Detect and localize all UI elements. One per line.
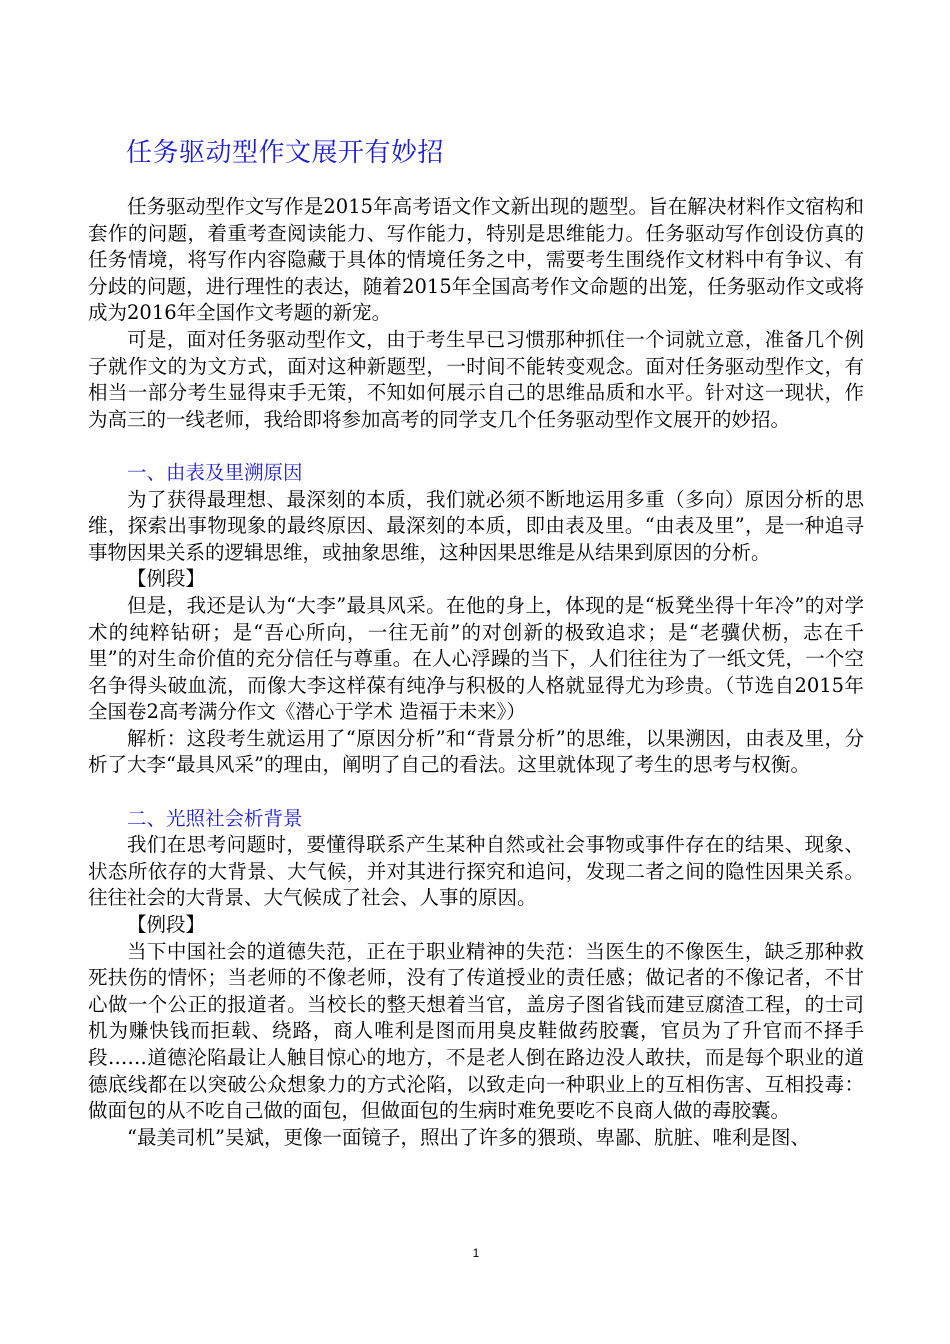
spacer (88, 779, 864, 806)
section-1-example-label: 【例段】 (127, 567, 206, 591)
section-2-heading: 二、光照社会析背景 (127, 806, 303, 830)
document-body (88, 194, 864, 1151)
section-2-text: 我们在思考问题时，要懂得联系产生某种自然或社会事物或事件存在的结果、现象、状态所依存的大背景、大气候，并对其进行探究和追问，发现二者之间的隐性因果关系。往往社会的大背景、大气候成了社会、人事的原因。 (88, 833, 864, 910)
spacer (88, 433, 864, 460)
intro-paragraph-1: 任务驱动型作文写作是2015年高考语文作文新出现的题型。旨在解决材料作文宿构和套作的问题，着重考查阅读能力、写作能力，特别是思维能力。任务驱动写作创设仿真的任务情境，将写作内容隐藏于具体的情境任务之中，需要考生围绕作文材料中有争议、有分歧的问题，进行理性的表达，随着2015年全国高考作文命题的出笼，任务驱动作文或将成为2016年全国作文考题的新宠。 (88, 195, 864, 325)
section-2-example-label: 【例段】 (127, 913, 206, 937)
section-1-analysis: 解析：这段考生就运用了“原因分析”和“背景分析”的思维，以果溯因，由表及里，分析了大李“最具风采”的理由，阐明了自己的看法。这里就体现了考生的思考与权衡。 (88, 726, 864, 777)
page-title: 任务驱动型作文展开有妙招 (126, 138, 445, 168)
section-2-continuation: “最美司机”吴斌，更像一面镜子，照出了许多的猥琐、卑鄙、肮脏、唯利是图、 (127, 1125, 810, 1149)
section-1-heading: 一、由表及里溯原因 (127, 460, 303, 484)
section-1-example: 但是，我还是认为“大李”最具风采。在他的身上，体现的是“板凳坐得十年冷”的对学术的纯粹钻研；是“吾心所向，一往无前”的对创新的极致追求；是“老骥伏枥，志在千里”的对生命价值的充分信任与尊重。在人心浮躁的当下，人们往往为了一纸文凭，一个空名争得头破血流，而像大李这样葆有纯净与积极的人格就显得尤为珍贵。（节选自2015年全国卷2高考满分作文《潜心于学术 造福于未来》） (88, 593, 864, 724)
document-page (88, 0, 864, 1344)
page-number: 1 (472, 1246, 480, 1260)
section-2-example: 当下中国社会的道德失范，正在于职业精神的失范：当医生的不像医生，缺乏那种救死扶伤的情怀；当老师的不像老师，没有了传道授业的责任感；做记者的不像记者，不甘心做一个公正的报道者。当校长的整天想着当官，盖房子图省钱而建豆腐渣工程，的士司机为赚快钱而拒载、绕路，商人唯利是图而用臭皮鞋做药胶囊，官员为了升官而不择手段……道德沦陷最让人触目惊心的地方，不是老人倒在路边没人敢扶，而是每个职业的道德底线都在以突破公众想象力的方式沦陷，以致走向一种职业上的互相伤害、互相投毒：做面包的从不吃自己做的面包，但做面包的生病时难免要吃不良商人做的毒胶囊。 (88, 939, 864, 1123)
intro-paragraph-2: 可是，面对任务驱动型作文，由于考生早已习惯那种抓住一个词就立意，准备几个例子就作文的为文方式，面对这种新题型，一时间不能转变观念。面对任务驱动型作文，有相当一部分考生显得束手无策，不知如何展示自己的思维品质和水平。针对这一现状，作为高三的一线老师，我给即将参加高考的同学支几个任务驱动型作文展开的妙招。 (88, 327, 864, 431)
section-1-text: 为了获得最理想、最深刻的本质，我们就必须不断地运用多重（多向）原因分析的思维，探索出事物现象的最终原因、最深刻的本质，即由表及里。“由表及里”，是一种追寻事物因果关系的逻辑思维，或抽象思维，这种因果思维是从结果到原因的分析。 (88, 487, 864, 564)
